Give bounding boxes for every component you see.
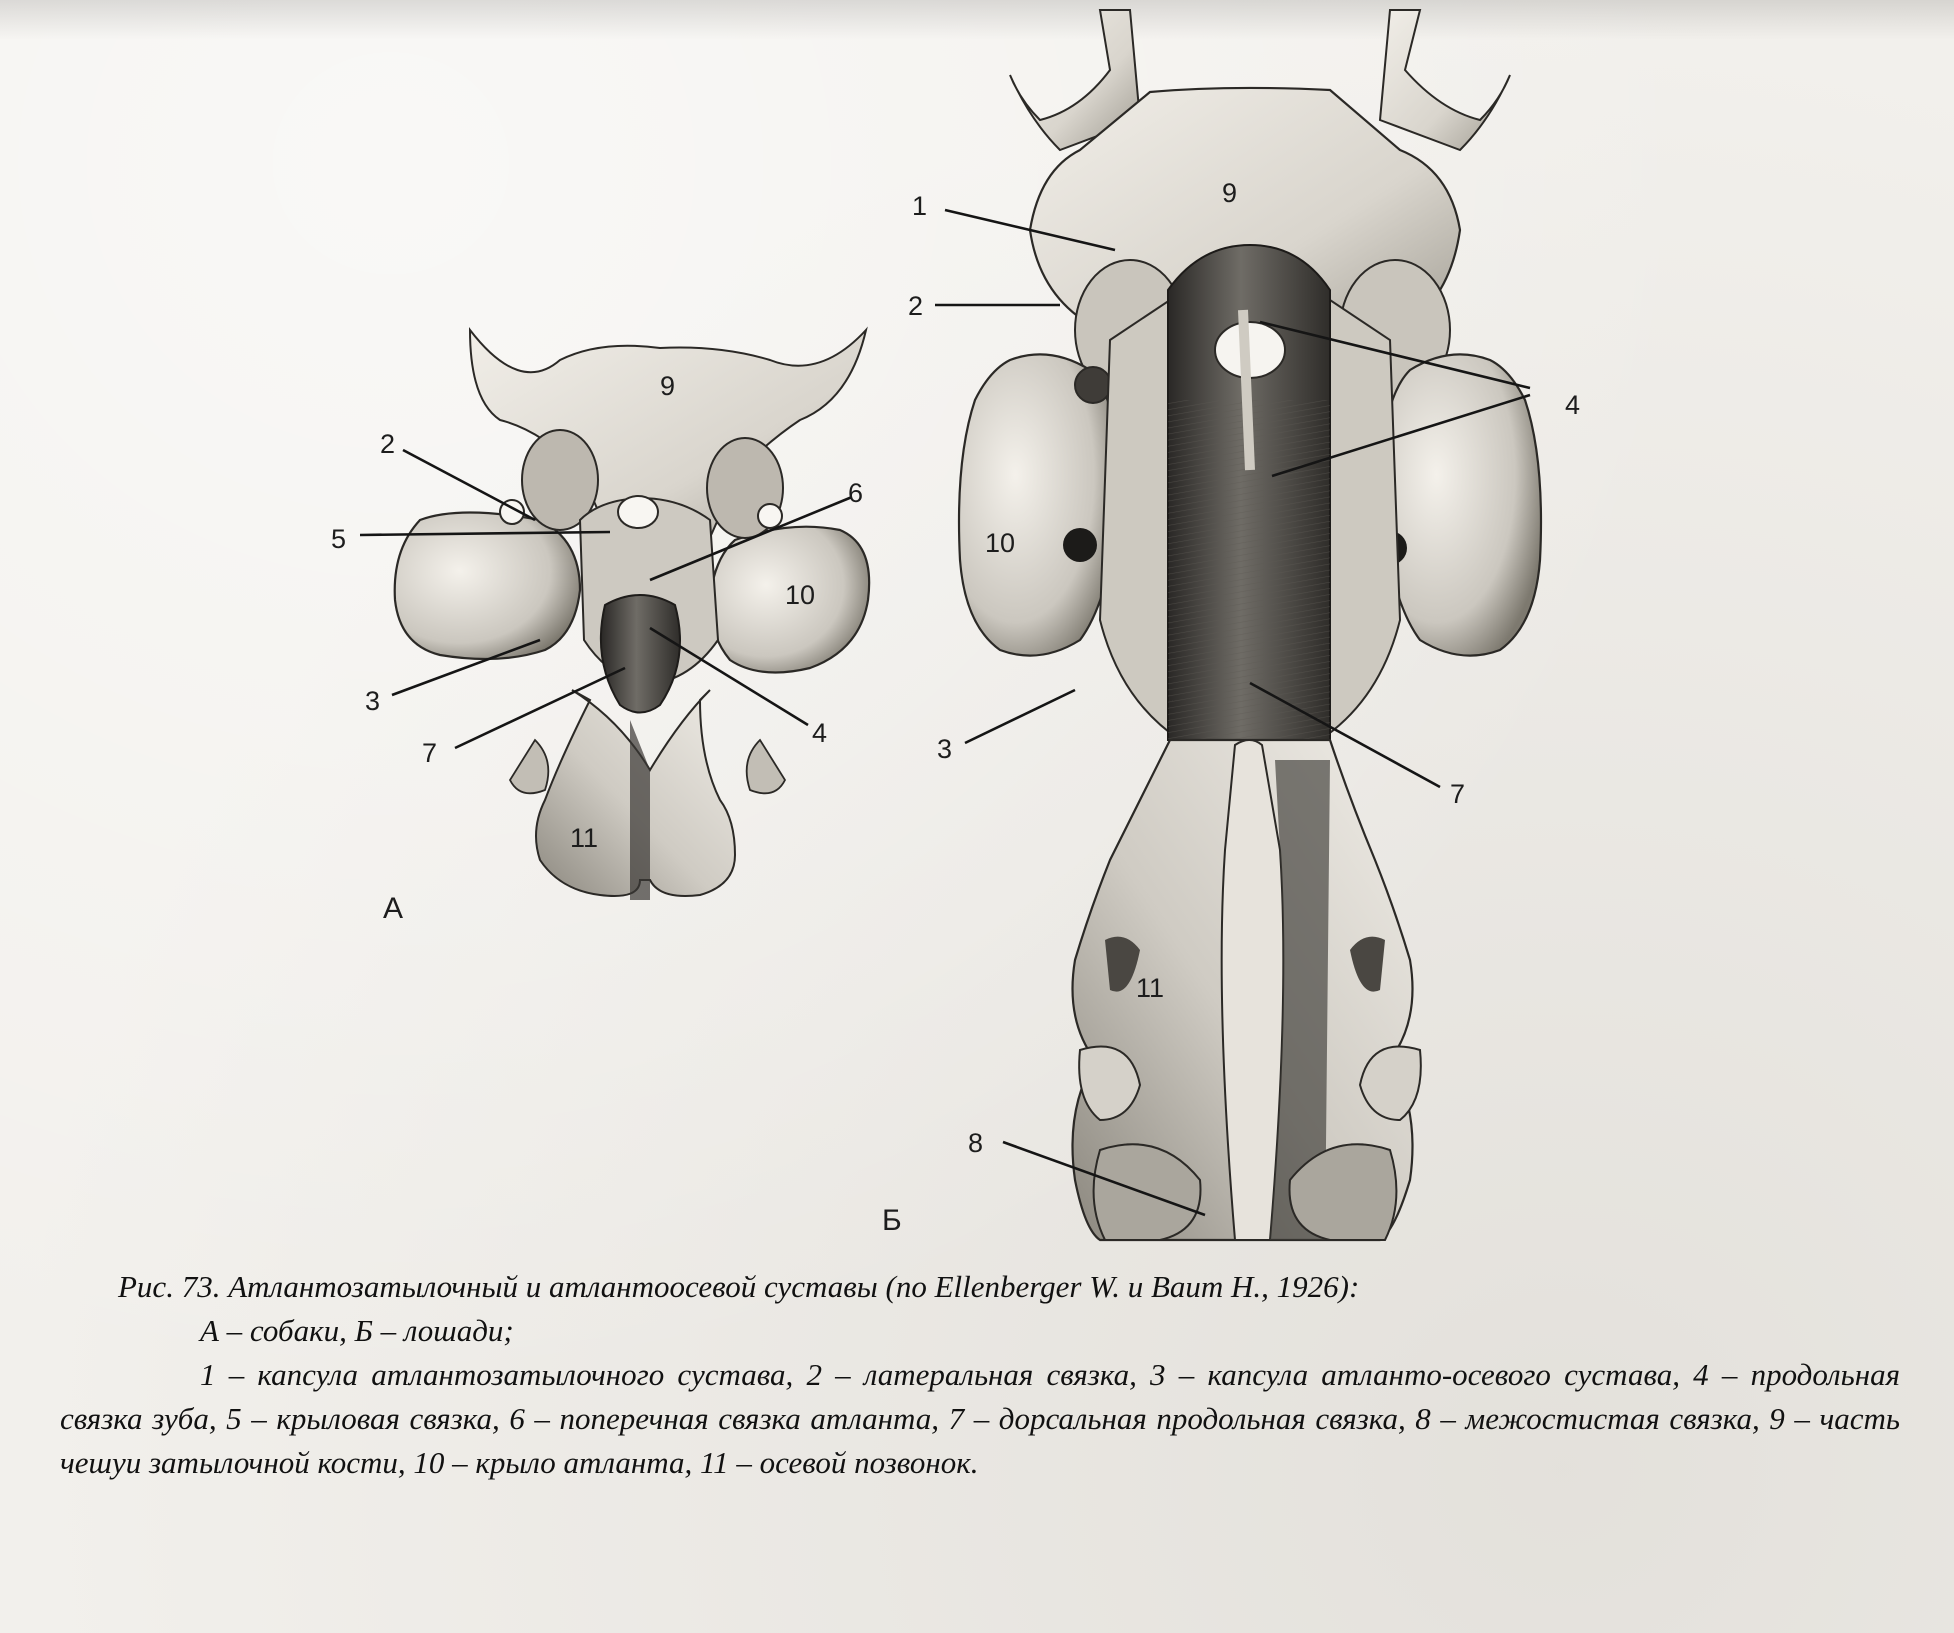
horse-label-4: 4 [1565, 390, 1581, 420]
horse-label-1: 1 [912, 191, 928, 221]
dog-label-2: 2 [380, 429, 396, 459]
horse-label-9: 9 [1222, 178, 1238, 208]
caption-title: Рис. 73. Атлантозатылочный и атлантоосевой суставы (по Ellenberger W. и Baum H., 1926): [118, 1269, 1360, 1304]
dog-label-4: 4 [812, 718, 828, 748]
horse-label-7: 7 [1450, 779, 1466, 809]
dog-label-6: 6 [848, 478, 864, 508]
caption-legend: 1 – капсула атлантозатылочного сустава, 2 – латеральная связка, 3 – капсула атланто-осевого сустава, 4 – продольная связка зуба, 5 – крыловая связка, 6 – поперечная связка атланта, 7 – дорсальная продольная связка, 8 – межостистая связка, 9 – часть чешуи затылочной кости, 10 – крыло атланта, 11 – осевой позвонок. [60, 1357, 1900, 1480]
horse-specimen-drawing [959, 10, 1541, 1240]
horse-label-3: 3 [937, 734, 953, 764]
dog-label-11: 11 [570, 823, 599, 853]
panel-label-b: Б [882, 1204, 902, 1237]
horse-label-11: 11 [1136, 973, 1165, 1003]
horse-label-2: 2 [908, 291, 924, 321]
caption-species: А – собаки, Б – лошади; [200, 1313, 514, 1348]
figure-caption [60, 1265, 1900, 1485]
dog-label-10: 10 [785, 580, 816, 610]
dog-specimen-drawing [395, 330, 869, 900]
dog-label-3: 3 [365, 686, 381, 716]
dog-label-7: 7 [422, 738, 438, 768]
panel-label-a: А [383, 892, 404, 925]
dog-label-5: 5 [331, 524, 347, 554]
horse-label-10: 10 [985, 528, 1016, 558]
dog-label-9: 9 [660, 371, 676, 401]
horse-label-8: 8 [968, 1128, 984, 1158]
